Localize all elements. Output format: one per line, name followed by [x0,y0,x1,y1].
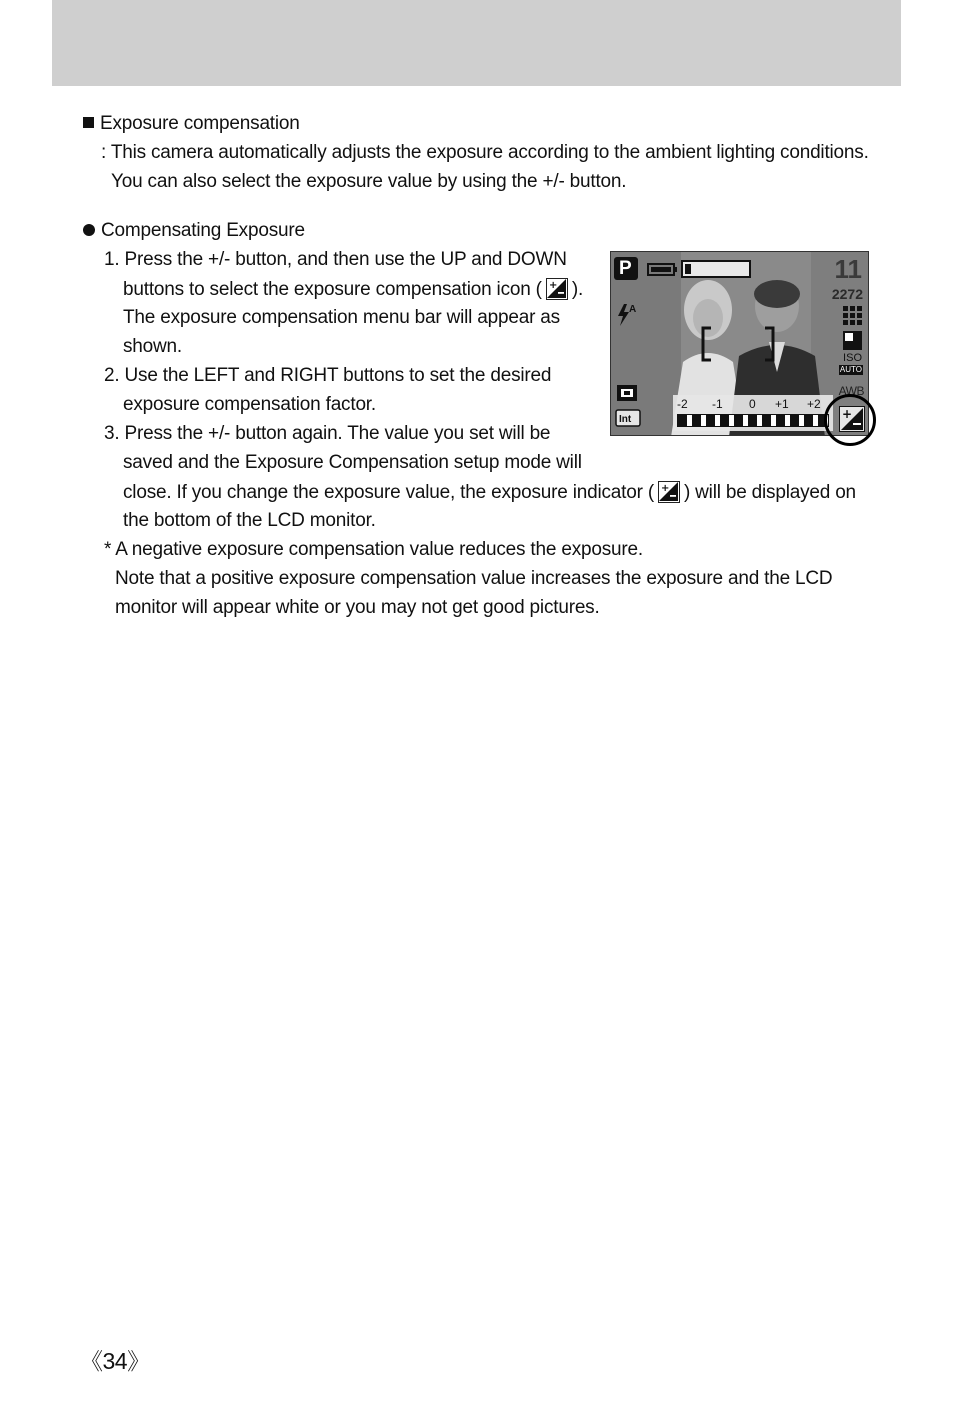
step3-text-end: ) will be displayed on [683,482,856,503]
ev-tick: -1 [712,397,723,411]
memory-bar-icon [682,261,750,277]
quality-icons [841,306,865,352]
page-number: 《34》 [80,1348,150,1374]
exposure-indicator-icon [658,481,680,503]
section-title: Exposure compensation [100,113,300,134]
section-heading [83,113,300,135]
resolution-value: 2272 [831,286,863,302]
intro-line-1: : This camera automatically adjusts the exposure according to the ambient lighting conditions. [101,142,869,163]
left-mode-icons [615,384,641,430]
white-balance-label: AWB [838,384,864,398]
exposure-compensation-icon [546,278,568,300]
step2-line-b: exposure compensation factor. [123,394,376,415]
iso-value: AUTO [839,365,862,374]
note-line-c: monitor will appear white or you may not get good pictures. [115,597,600,618]
header-band [52,0,901,86]
step3-line-b: saved and the Exposure Compensation setup mode will [123,452,582,473]
iso-label: ISO [843,352,862,364]
step1-text: buttons to select the exposure compensation icon ( [123,279,542,300]
highlight-circle [824,394,876,446]
shots-remaining: 11 [834,254,862,284]
step1-text-end: ). [571,279,584,300]
svg-text:+: + [842,407,853,421]
step3-text: close. If you change the exposure value, the exposure indicator ( [123,482,654,503]
svg-text:+: + [660,483,670,494]
svg-text:+: + [548,280,557,291]
step1-line-b [123,278,583,301]
flash-mode-label: A [629,304,637,315]
step3-line-d: the bottom of the LCD monitor. [123,510,376,531]
note-line-b: Note that a positive exposure compensation value increases the exposure and the LCD [115,568,833,589]
ev-scale [677,414,829,427]
ev-tick: -2 [677,397,688,411]
step2-line-a: 2. Use the LEFT and RIGHT buttons to set the desired [104,365,552,386]
step3-line-a: 3. Press the +/- button again. The value you set will be [104,423,551,444]
subsection-heading [83,220,305,242]
ev-tick: 0 [749,397,756,411]
status-bar [614,256,754,282]
step1-line-a: 1. Press the +/- button, and then use the UP and DOWN [104,249,567,270]
step1-line-c: The exposure compensation menu bar will appear as [123,307,560,328]
svg-text:Int: Int [619,414,632,425]
step3-line-c [123,481,856,504]
step1-line-d: shown. [123,336,183,357]
subsection-title: Compensating Exposure [101,220,305,241]
square-bullet-icon [83,117,94,128]
intro-line-2: You can also select the exposure value by using the +/- button. [111,171,627,192]
round-bullet-icon [83,224,95,236]
exposure-compensation-bar [673,395,833,431]
ev-tick: +1 [775,397,789,411]
mode-label: P [619,258,632,279]
ev-tick: +2 [807,397,821,411]
note-line-a: * A negative exposure compensation value reduces the exposure. [104,539,643,560]
